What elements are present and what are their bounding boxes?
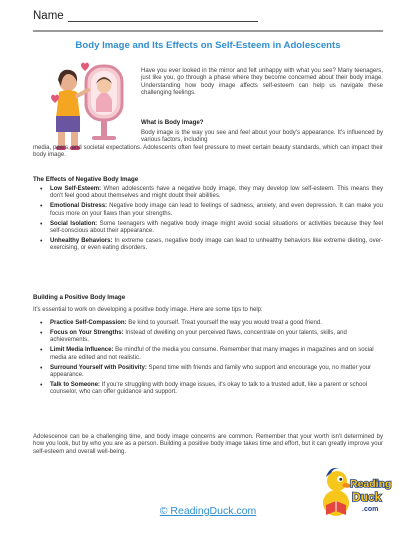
list-item <box>40 320 383 327</box>
item-text: If you're struggling with body image issues, it's okay to talk to a trusted adult, like a parent or school counselor, who can offer guidance and support. <box>50 381 368 396</box>
what-is-body-image-heading: What is Body Image? <box>141 119 204 126</box>
what-is-body-image-paragraph <box>33 130 383 159</box>
list-item <box>40 203 383 218</box>
item-term: Low Self-Esteem: <box>50 186 102 192</box>
bullet-icon: • <box>40 203 43 211</box>
positive-intro-paragraph: It's essential to work on developing a positive body image. Here are some tips to help: <box>33 307 263 313</box>
list-item <box>40 238 383 253</box>
bullet-icon: • <box>40 320 43 327</box>
closing-paragraph: Adolescence can be a challenging time, and body image concerns are common. Remember that your worth isn't determined by how you look, but by who you are as a person. Building a positive body image takes time and effort, but it can greatly improve your self-esteem and overall well-being. <box>33 434 383 455</box>
item-text: Spend time with friends and family who support and encourage you, no matter your appearance. <box>50 364 372 378</box>
bullet-icon: • <box>40 220 43 228</box>
positive-image-heading: Building a Positive Body Image <box>33 294 126 301</box>
item-text: Some teenagers with negative body image might avoid social situations or activities because they feel self-conscious about their appearance. <box>50 220 383 234</box>
reading-duck-logo <box>320 459 392 521</box>
item-text: Instead of dwelling on your perceived flaws, concentrate on your talents, skills, and achievements. <box>50 329 347 344</box>
logo-word-reading: Reading <box>350 478 392 490</box>
positive-tips-list <box>40 320 383 399</box>
header-divider <box>33 30 383 32</box>
bullet-icon: • <box>40 347 43 355</box>
item-term: Emotional Distress: <box>50 203 108 210</box>
item-text: Be mindful of the media you consume. Remember that many images in magazines and on social media are edited and not realistic. <box>50 347 374 361</box>
list-item <box>40 221 383 236</box>
item-term: Focus on Your Strengths: <box>50 329 124 336</box>
item-term: Surround Yourself with Positivity: <box>50 364 147 371</box>
what-body-first-lines: Body image is the way you see and feel about your body's appearance. It's influenced by various factors, including <box>141 130 383 144</box>
bullet-icon: • <box>40 186 43 193</box>
item-text: In extreme cases, negative body image can lead to unhealthy behaviors like extreme dieting, over-exercising, or even eating disorders. <box>50 237 383 252</box>
list-item <box>40 330 383 345</box>
name-label: Name <box>33 10 64 22</box>
bullet-icon: • <box>40 381 43 389</box>
negative-effects-heading: The Effects of Negative Body Image <box>33 176 139 183</box>
logo-word-duck: Duck <box>352 490 382 504</box>
list-item <box>40 347 383 362</box>
item-term: Social Isolation: <box>50 220 98 227</box>
name-field-row <box>33 10 258 22</box>
footer-website-link[interactable]: © ReadingDuck.com <box>159 505 257 517</box>
item-term: Unhealthy Behaviors: <box>50 237 113 244</box>
list-item <box>40 365 383 380</box>
item-text: When adolescents have a negative body image, they may develop low self-esteem. This means they don't feel good about themselves and might doubt their abilities. <box>50 186 383 200</box>
item-text: Negative body image can lead to feelings of sadness, anxiety, and even depression. It can make you focus more on your flaws than your strengths. <box>50 203 383 217</box>
negative-effects-list <box>40 186 383 255</box>
intro-paragraph: Have you ever looked in the mirror and felt unhappy with what you see? Many teenagers, just like you, go through a phase where they become concerned about their body image. Understanding how body image affects self-esteem can help us navigate these challenging feelings. <box>141 68 383 97</box>
item-text: Be kind to yourself. Treat yourself the way you would treat a good friend. <box>126 320 322 326</box>
list-item <box>40 382 383 397</box>
item-term: Talk to Someone: <box>50 381 100 388</box>
bullet-icon: • <box>40 364 43 372</box>
list-item <box>40 186 383 201</box>
logo-word-com: .com <box>362 506 379 513</box>
bullet-icon: • <box>40 329 43 337</box>
item-term: Practice Self-Compassion: <box>50 320 127 326</box>
bullet-icon: • <box>40 237 43 245</box>
item-term: Limit Media Influence: <box>50 347 114 354</box>
page-title: Body Image and Its Effects on Self-Esteem in Adolescents <box>75 40 341 51</box>
what-body-rest: media, peers, and societal expectations. Adolescents often feel pressure to meet certain beauty standards, which can impact their body image. <box>33 144 383 159</box>
name-blank-line <box>68 11 258 22</box>
